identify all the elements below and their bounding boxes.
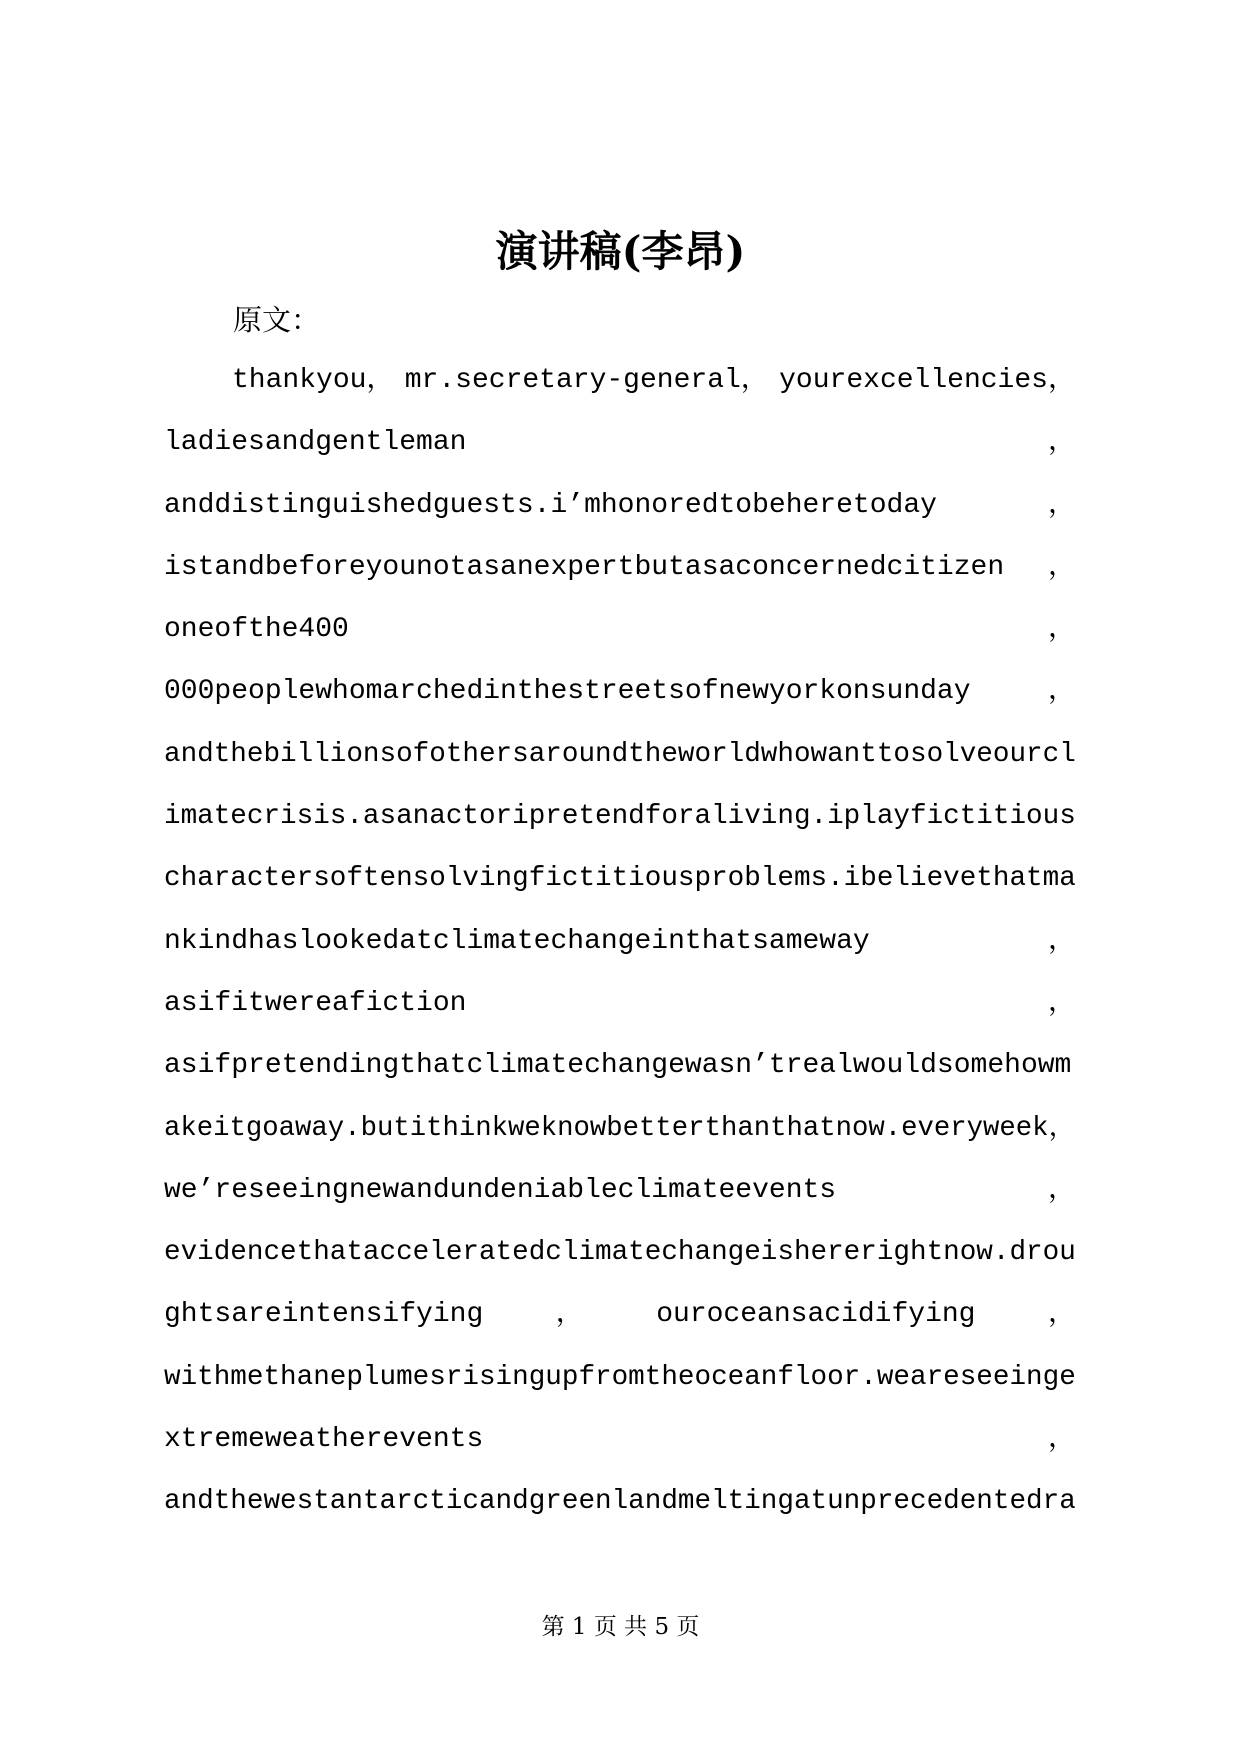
text-segment: ， (1047, 551, 1076, 583)
text-line (164, 1480, 1076, 1542)
text-segment: xtremeweatherevents (164, 1424, 484, 1456)
text-segment: nkindhaslookedatclimatechangeinthatsameway (164, 925, 870, 957)
text-segment: charactersoftensolvingfictitiousproblems.ibelievethatma (164, 863, 1076, 895)
text-segment: ladiesandgentleman (164, 427, 467, 459)
text-line (164, 1231, 1076, 1293)
text-line (164, 546, 1076, 608)
text-segment: ， (1047, 925, 1076, 957)
text-line (164, 484, 1076, 546)
text-segment: ， (555, 1299, 584, 1331)
text-segment: anddistinguishedguests.i’mhonoredtobeheretoday (164, 489, 937, 521)
text-line (164, 1107, 1076, 1169)
text-segment: mr.secretary-general， (404, 365, 769, 396)
text-segment: ， (1047, 1424, 1076, 1456)
text-segment: akeitgoaway.butithinkweknowbetterthanthatnow.everyweek， (164, 1112, 1076, 1144)
section-label: 原文： (233, 303, 321, 337)
text-line (164, 421, 1076, 483)
text-segment: ， (1047, 1299, 1076, 1331)
text-segment: asifitwereafiction (164, 987, 467, 1019)
text-segment: ， (1047, 676, 1076, 708)
text-segment: thankyou， (232, 365, 395, 396)
text-segment: 000peoplewhomarchedinthestreetsofnewyorkonsunday (164, 676, 971, 708)
text-segment: ， (1047, 427, 1076, 459)
page-title: 演讲稿(李昂) (495, 227, 746, 276)
text-segment: evidencethatacceleratedclimatechangeishererightnow.drou (164, 1237, 1076, 1269)
text-segment: asifpretendingthatclimatechangewasn’trealwouldsomehowm (164, 1050, 1072, 1082)
text-segment: ghtsareintensifying (164, 1299, 484, 1331)
body-text (164, 359, 1076, 1543)
text-line (164, 857, 1076, 919)
text-line (164, 982, 1076, 1044)
text-line (164, 1044, 1076, 1106)
text-line (164, 920, 1076, 982)
text-segment: ， (1047, 1174, 1076, 1206)
text-line (164, 1293, 1076, 1355)
text-segment: istandbeforeyounotasanexpertbutasaconcernedcitizen (164, 551, 1005, 583)
text-line (164, 608, 1076, 670)
text-line (164, 1356, 1076, 1418)
text-line (164, 733, 1076, 795)
text-line (164, 1418, 1076, 1480)
text-segment: yourexcellencies， (779, 365, 1076, 396)
text-segment: oneofthe400 (164, 614, 349, 646)
text-line (164, 1169, 1076, 1231)
text-segment: andthebillionsofothersaroundtheworldwhowanttosolveourcl (164, 738, 1076, 770)
text-segment: withmethaneplumesrisingupfromtheoceanfloor.weareseeinge (164, 1361, 1076, 1393)
text-segment: andthewestantarcticandgreenlandmeltingatunprecedentedra (164, 1486, 1076, 1518)
text-segment: ouroceansacidifying (656, 1299, 976, 1331)
text-line (164, 670, 1076, 732)
text-segment: ， (1047, 489, 1076, 521)
text-segment: ， (1047, 614, 1076, 646)
text-segment: ， (1047, 987, 1076, 1019)
text-line (164, 359, 1076, 421)
text-segment: imatecrisis.asanactoripretendforaliving.iplayfictitious (164, 801, 1076, 833)
page-footer: 第 1 页 共 5 页 (541, 1614, 700, 1640)
text-segment: we’reseeingnewandundeniableclimateevents (164, 1174, 837, 1206)
text-line (164, 795, 1076, 857)
